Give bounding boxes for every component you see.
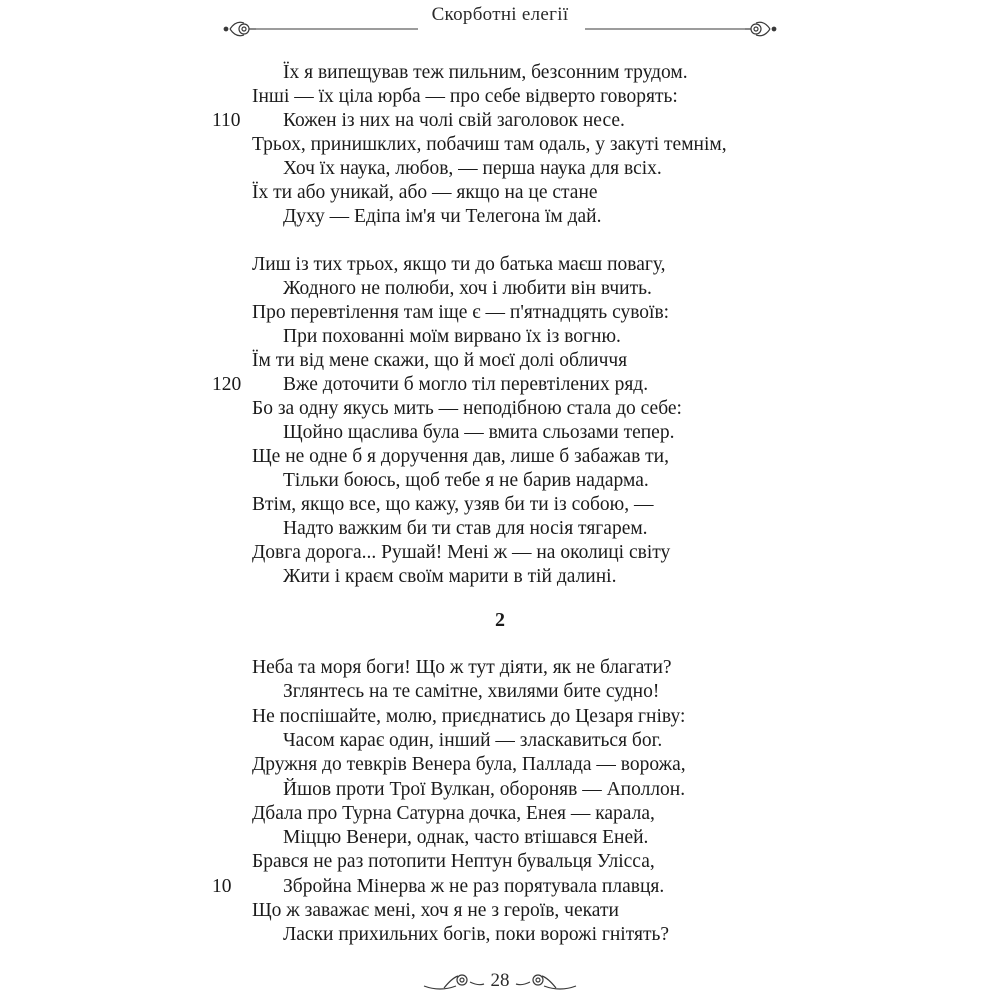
verse-text: Інші — їх ціла юрба — про себе відверто говорять: <box>252 86 678 107</box>
page-footer <box>0 964 1000 1000</box>
verse-text: Тільки боюсь, щоб тебе я не барив надарма. <box>283 470 649 491</box>
verse-text: Надто важким би ти став для носія тягарем. <box>283 518 648 539</box>
verse-text: Дружня до тевкрів Венера була, Паллада — ворожа, <box>252 754 686 776</box>
verse-text: Брався не раз потопити Нептун бувальця Улісса, <box>252 851 655 873</box>
verse-text: Дбала про Турна Сатурна дочка, Енея — карала, <box>252 802 655 824</box>
verse-text: Міццю Венери, однак, часто втішався Еней. <box>283 827 649 849</box>
line-number: 120 <box>212 374 242 395</box>
verse-text: Часом карає один, інший — злаcкавиться бог. <box>283 729 663 751</box>
verse-text: Їх ти або уникай, або — якщо на це стане <box>252 182 598 203</box>
verse-text: Неба та моря боги! Що ж тут діяти, як не благати? <box>252 657 672 678</box>
running-header <box>0 0 1000 50</box>
verse-text: Що ж заважає мені, хоч я не з героїв, чекати <box>252 900 619 921</box>
verse-text: Їм ти від мене скажи, що й моєї долі обличчя <box>252 350 628 371</box>
section-number: 2 <box>495 609 505 631</box>
verse-text: Духу — Едіпа ім'я чи Телегона їм дай. <box>283 206 602 227</box>
verse-text: Жодного не полюби, хоч і любити він вчить. <box>283 278 652 299</box>
verse-text: Ще не одне б я доручення дав, лише б забажав ти, <box>252 446 669 467</box>
verse-text: Про перевтілення там іще є — п'ятнадцять сувоїв: <box>252 302 670 323</box>
running-title: Скорботні елегії <box>431 4 569 25</box>
verse-text: Вже доточити б могло тіл перевтілених ряд. <box>283 374 649 395</box>
verse-text: Йшов проти Трої Вулкан, обороняв — Аполлон. <box>283 778 686 800</box>
verse-text: Довга дорога... Рушай! Мені ж — на околиці світу <box>252 542 671 563</box>
verse-text: Бо за одну якусь мить — неподібною стала до себе: <box>252 398 682 419</box>
page-number: 28 <box>490 970 510 991</box>
line-number: 10 <box>212 875 232 897</box>
verse-text: При похованні моїм вирвано їх із вогню. <box>283 326 621 347</box>
verse-text: Збройна Мінерва ж не раз порятувала плавця. <box>283 875 665 897</box>
verse-text: Втім, якщо все, що кажу, узяв би ти із собою, — <box>252 494 654 515</box>
verse-text: Зглянтесь на те самітне, хвилями бите судно! <box>283 681 660 703</box>
verse-text: Трьох, принишклих, побачиш там одаль, у закуті темнім, <box>252 134 727 155</box>
verse-text: Хоч їх наука, любов, — перша наука для всіх. <box>283 158 662 179</box>
verse-text: Щойно щаслива була — вмита сльозами тепер. <box>283 422 675 443</box>
line-number: 110 <box>212 110 241 131</box>
verse-text: Лиш із тих трьох, якщо ти до батька маєш повагу, <box>252 254 666 275</box>
verse-text: Ласки прихильних богів, поки ворожі гнітять? <box>283 924 670 946</box>
verse-text: Їх я випещував теж пильним, безсонним трудом. <box>283 62 688 83</box>
verse-text: Жити і краєм своїм марити в тій далині. <box>283 566 617 587</box>
verse-text: Не поспішайте, молю, приєднатись до Цезаря гніву: <box>252 705 686 727</box>
verse-text: Кожен із них на чолі свій заголовок несе. <box>283 110 625 131</box>
